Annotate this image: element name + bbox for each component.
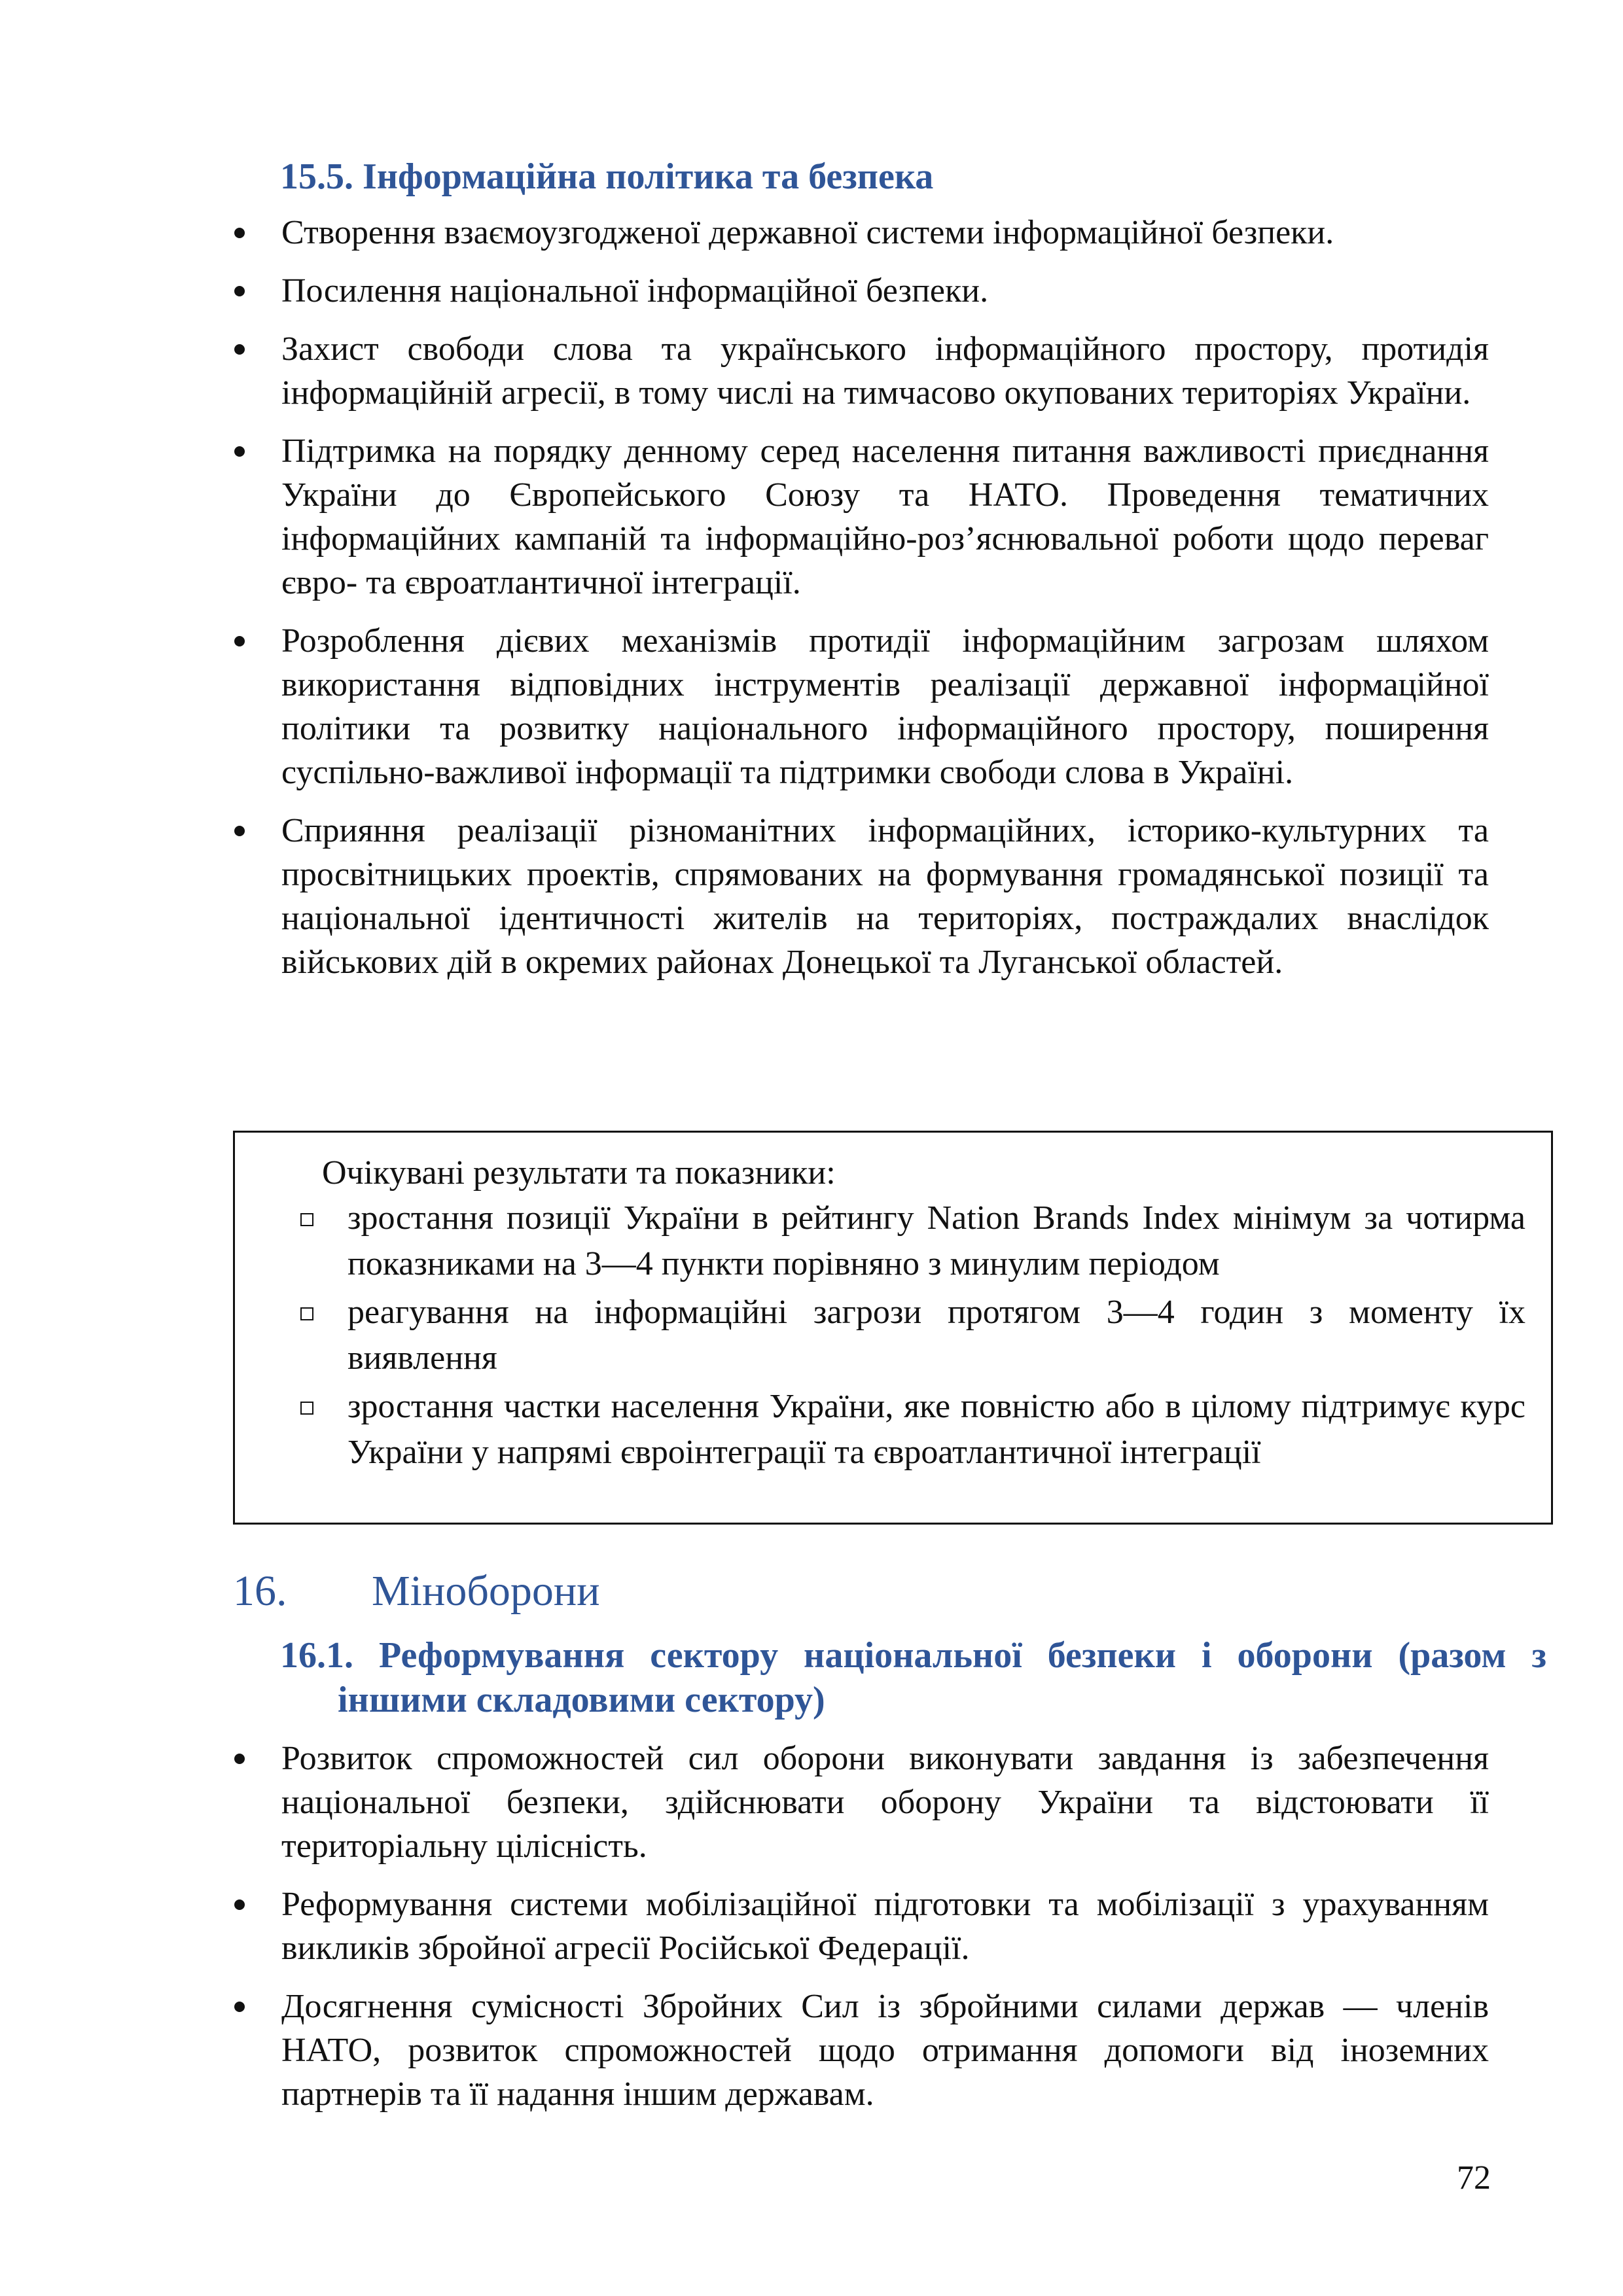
list-item xyxy=(300,1290,1525,1381)
bullet-icon xyxy=(234,228,245,238)
list-item xyxy=(223,1737,1489,1868)
section-16-bullet-list xyxy=(223,1737,1489,2130)
list-item-text: Створення взаємоузгодженої державної системи інформаційної безпеки. xyxy=(281,214,1334,251)
section-15-5-bullet-list xyxy=(223,211,1489,998)
bullet-icon xyxy=(234,344,245,355)
page-number: 72 xyxy=(1457,2159,1491,2197)
list-item-text: Посилення національної інформаційної безпеки. xyxy=(281,272,989,309)
list-item-text: Реформування системи мобілізаційної підготовки та мобілізації з урахуванням викликів збройної агресії Російської Федерації. xyxy=(281,1886,1489,1967)
list-item xyxy=(223,327,1489,415)
list-item-text: Розроблення дієвих механізмів протидії інформаційним загрозам шляхом використання відповідних інструментів реалізації державної інформаційної політики та розвитку національного інформаційного простору, поширення суспільно-важливої інформації та підтримки свободи слова в Україні. xyxy=(281,622,1489,791)
bullet-icon xyxy=(234,446,245,457)
list-item-text: Підтримка на порядку денному серед населення питання важливості приєднання України до Європейського Союзу та НАТО. Проведення тематичних інформаційних кампаній та інформаційно-роз’яснювальної роботи щодо переваг євро- та євроатлантичної інтеграції. xyxy=(281,433,1489,601)
section-16-heading xyxy=(233,1565,600,1617)
list-item xyxy=(223,429,1489,605)
bullet-icon xyxy=(234,286,245,296)
list-item-text: Розвиток спроможностей сил оборони виконувати завдання із забезпечення національної безпеки, здійснювати оборону України та відстоювати її територіальну цілісність. xyxy=(281,1740,1489,1865)
list-item xyxy=(223,1882,1489,1970)
checkbox-icon xyxy=(300,1213,313,1226)
list-item xyxy=(300,1195,1525,1287)
list-item xyxy=(223,269,1489,313)
section-16-1-heading xyxy=(280,1633,1546,1722)
section-15-5-heading: 15.5. Інформаційна політика та безпека xyxy=(280,156,934,197)
expected-results-title: Очікувані результати та показники: xyxy=(322,1154,836,1192)
list-item xyxy=(223,1985,1489,2116)
section-16-1-heading-text: 16.1. Реформування сектору національної безпеки і оборони (разом з іншими складовими сектору) xyxy=(280,1635,1546,1720)
bullet-icon xyxy=(234,1754,245,1764)
list-item-text: зростання позиції України в рейтингу Nation Brands Index мінімум за чотирма показниками на 3—4 пункти порівняно з минулим періодом xyxy=(348,1199,1525,1282)
bullet-icon xyxy=(234,2002,245,2012)
expected-results-list xyxy=(300,1195,1525,1478)
list-item-text: зростання частки населення України, яке повністю або в цілому підтримує курс України у напрямі євроінтеграції та євроатлантичної інтеграції xyxy=(348,1388,1525,1471)
bullet-icon xyxy=(234,636,245,646)
list-item xyxy=(223,809,1489,984)
list-item xyxy=(223,619,1489,794)
bullet-icon xyxy=(234,826,245,836)
checkbox-icon xyxy=(300,1307,313,1320)
expected-results-box xyxy=(233,1131,1553,1525)
list-item-text: Захист свободи слова та українського інформаційного простору, протидія інформаційній агресії, в тому числі на тимчасово окупованих територіях України. xyxy=(281,330,1489,412)
list-item-text: реагування на інформаційні загрози протягом 3—4 годин з моменту їх виявлення xyxy=(348,1294,1525,1377)
list-item-text: Сприяння реалізації різноманітних інформаційних, історико-культурних та просвітницьких проектів, спрямованих на формування громадянської позиції та національної ідентичності жителів на територіях, постраждалих внаслідок військових дій в окремих районах Донецької та Луганської областей. xyxy=(281,812,1489,981)
list-item-text: Досягнення сумісності Збройних Сил із збройними силами держав — членів НАТО, розвиток спроможностей щодо отримання допомоги від іноземних партнерів та її надання іншим державам. xyxy=(281,1988,1489,2113)
list-item xyxy=(300,1384,1525,1475)
list-item xyxy=(223,211,1489,255)
section-16-number: 16. xyxy=(233,1567,287,1615)
checkbox-icon xyxy=(300,1402,313,1415)
bullet-icon xyxy=(234,1899,245,1910)
section-16-title: Міноборони xyxy=(372,1567,600,1615)
